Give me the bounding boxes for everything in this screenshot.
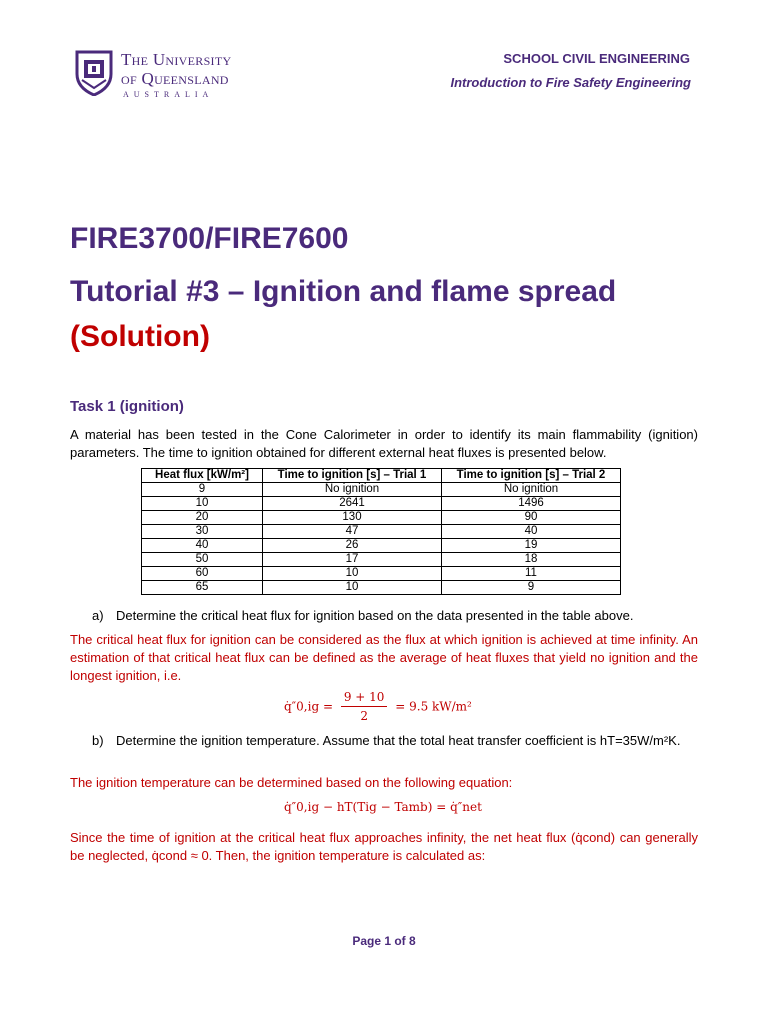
table-cell: 30 [142,525,263,539]
table-cell: 9 [142,483,263,497]
page-number: Page 1 of 8 [352,934,416,948]
table-row [142,539,621,553]
question-b-text: Determine the ignition temperature. Assume that the total heat transfer coefficient is hT=35W/m²K. [116,733,681,748]
table-header-cell: Time to ignition [s] – Trial 2 [442,469,621,483]
answer-a-paragraph: The critical heat flux for ignition can be considered as the flux at which ignition is achieved at time infinity. An estimation of that critical heat flux can be defined as the average of heat fluxes that yield no ignition and the longest ignition, i.e. [70,632,698,683]
critical-heat-flux-equation [284,690,472,723]
university-name-line1: The University [121,50,232,69]
table-cell: 17 [263,553,442,567]
table-cell: 130 [263,511,442,525]
equation-rhs: = 9.5 kW/m² [395,699,472,714]
table-row [142,567,621,581]
tutorial-title: Tutorial #3 – Ignition and flame spread [70,275,617,308]
table-row [142,553,621,567]
table-row [142,525,621,539]
course-code-heading: FIRE3700/FIRE7600 [70,222,349,255]
table-cell: 40 [442,525,621,539]
question-a-text: Determine the critical heat flux for ignition based on the data presented in the table above. [116,608,634,623]
table-cell: No ignition [263,483,442,497]
table-cell: 10 [263,581,442,595]
table-row [142,511,621,525]
answer-b-intro: The ignition temperature can be determined based on the following equation: [70,775,513,790]
table-cell: 90 [442,511,621,525]
university-name-line2: of Queensland [121,69,229,88]
answer-b-paragraph: Since the time of ignition at the critical heat flux approaches infinity, the net heat flux (q̇cond) can generally be neglected, q̇cond ≈ 0. Then, the ignition temperature is calculated as: [70,830,698,863]
table-cell: 40 [142,539,263,553]
table-cell: No ignition [442,483,621,497]
table-row [142,581,621,595]
question-b [92,732,698,772]
question-b-label: b) [92,733,104,748]
table-cell: 26 [263,539,442,553]
task-heading: Task 1 (ignition) [70,398,184,415]
table-header-row [142,469,621,483]
equation-denominator: 2 [360,709,368,723]
table-cell: 65 [142,581,263,595]
table-header-cell: Heat flux [kW/m²] [142,469,263,483]
course-name: Introduction to Fire Safety Engineering [450,75,691,90]
table-row [142,497,621,511]
equation-numerator: 9 + 10 [341,690,388,707]
ignition-temperature-equation: q̇″0,ig − hT(Tig − Tamb) = q̇″net [284,800,482,814]
solution-label: (Solution) [70,320,210,353]
table-cell: 1496 [442,497,621,511]
table-cell: 9 [442,581,621,595]
table-header-cell: Time to ignition [s] – Trial 1 [263,469,442,483]
table-cell: 11 [442,567,621,581]
table-cell: 50 [142,553,263,567]
table-cell: 20 [142,511,263,525]
school-name: SCHOOL CIVIL ENGINEERING [503,51,690,66]
table-cell: 60 [142,567,263,581]
table-cell: 2641 [263,497,442,511]
university-logo [75,46,275,102]
task-intro-paragraph: A material has been tested in the Cone Calorimeter in order to identify its main flammability (ignition) parameters. The time to ignition obtained for different external heat fluxes is presented below. [70,427,698,460]
question-a-label: a) [92,608,104,623]
table-cell: 10 [263,567,442,581]
table-cell: 10 [142,497,263,511]
university-name [121,50,231,88]
table-cell: 19 [442,539,621,553]
table-cell: 47 [263,525,442,539]
university-crest-icon [75,50,113,96]
university-country: AUSTRALIA [123,90,214,99]
equation-lhs: q̇″0,ig = [284,699,334,714]
equation-fraction [341,690,388,723]
table-cell: 18 [442,553,621,567]
table-row [142,483,621,497]
ignition-data-table [141,468,621,595]
